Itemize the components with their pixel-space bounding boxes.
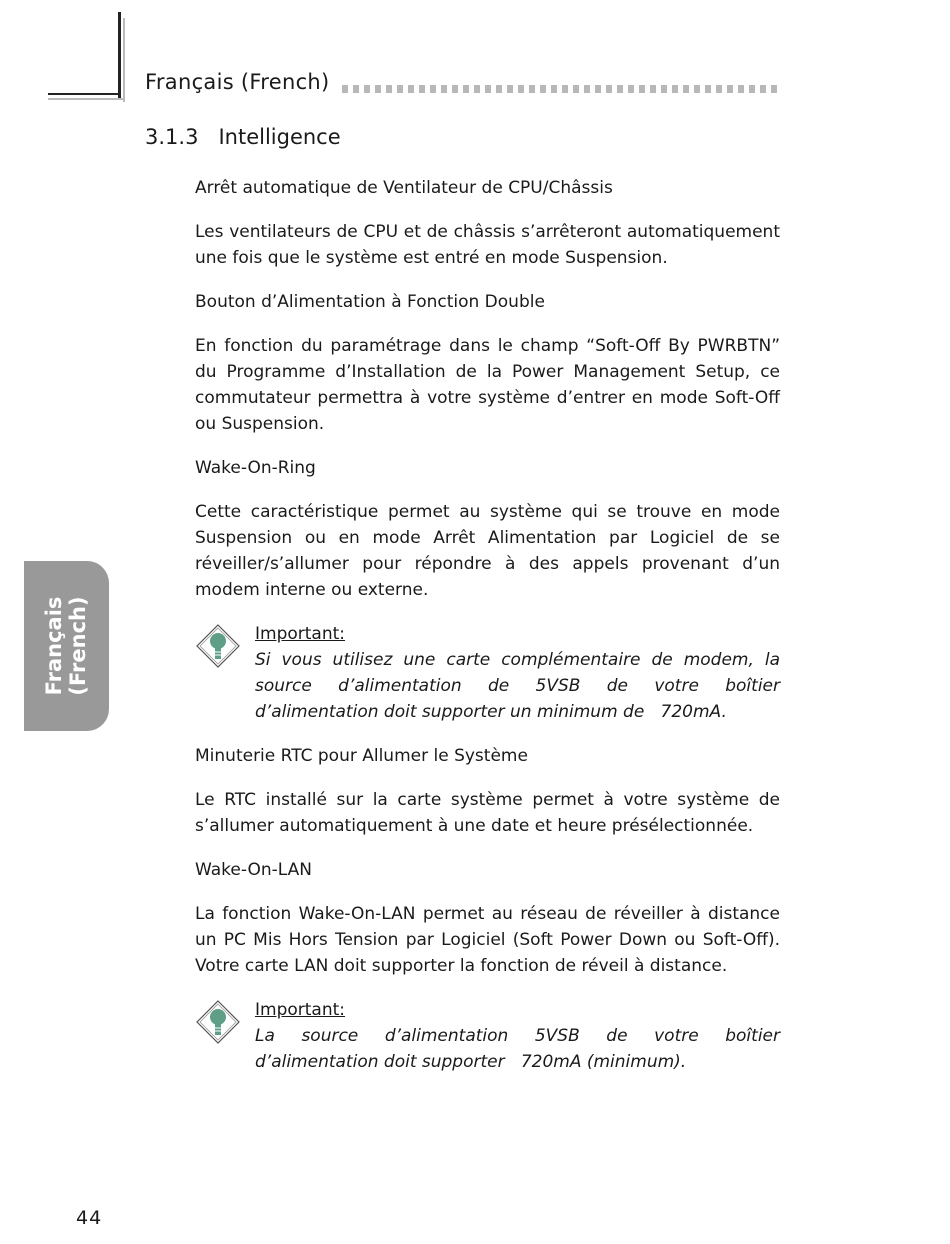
note-body: Si vous utilisez une carte complémentaire de modem, la source d’alimentation de 5VSB de votre boîtier d’alimentation doit supporter un minimum de 720mA. [255, 650, 786, 722]
header-dotted-rule [342, 85, 780, 93]
corner-mark-vertical [118, 12, 121, 100]
paragraph-wake-on-lan: La fonction Wake-On-LAN permet au réseau de réveiller à distance un PC Mis Hors Tension par Logiciel (Soft Power Down ou Soft-Off). Votre carte LAN doit supporter la fonction de réveil à distance. [195, 904, 780, 976]
side-tab-label [42, 596, 90, 695]
important-note-1 [195, 621, 786, 725]
paragraph-wake-on-ring: Cette caractéristique permet au système qui se trouve en mode Suspension ou en mode Arrêt Alimentation par Logiciel de se réveiller/s’allumer pour répondre à des appels provenant d’un modem interne ou externe. [195, 502, 780, 600]
corner-mark-horizontal [48, 93, 120, 95]
note-title: Important: [255, 1000, 346, 1020]
important-note-2 [195, 997, 786, 1075]
subheading-auto-fan-off: Arrêt automatique de Ventilateur de CPU/Châssis [195, 178, 613, 198]
language-side-tab [24, 561, 109, 731]
subheading-wake-on-ring: Wake-On-Ring [195, 458, 316, 478]
subheading-wake-on-lan: Wake-On-LAN [195, 860, 312, 880]
important-note-icon [195, 623, 241, 669]
paragraph-auto-fan-off: Les ventilateurs de CPU et de châssis s’arrêteront automatiquement une fois que le système est entré en mode Suspension. [195, 222, 780, 268]
section-heading: 3.1.3 Intelligence [145, 125, 341, 149]
subheading-dual-power-button: Bouton d’Alimentation à Fonction Double [195, 292, 545, 312]
page-content [195, 175, 786, 1093]
paragraph-rtc-timer: Le RTC installé sur la carte système permet à votre système de s’allumer automatiquement à une date et heure présélectionnée. [195, 790, 780, 836]
note-title: Important: [255, 624, 346, 644]
side-tab-line-1: Français [42, 596, 66, 696]
page-number: 44 [76, 1207, 103, 1229]
side-tab-line-2: (French) [66, 596, 90, 696]
subheading-rtc-timer: Minuterie RTC pour Allumer le Système [195, 746, 528, 766]
corner-mark-horizontal-shadow [48, 98, 124, 100]
important-note-icon [195, 999, 241, 1045]
corner-mark-vertical-shadow [123, 18, 125, 102]
header-title: Français (French) [145, 70, 330, 94]
paragraph-dual-power-button: En fonction du paramétrage dans le champ “Soft-Off By PWRBTN” du Programme d’Installation de la Power Management Setup, ce commutateur permettra à votre système d’entrer en mode Soft-Off ou Suspension. [195, 336, 780, 434]
note-body: La source d’alimentation 5VSB de votre boîtier d’alimentation doit supporter 720mA (minimum). [255, 1026, 786, 1072]
